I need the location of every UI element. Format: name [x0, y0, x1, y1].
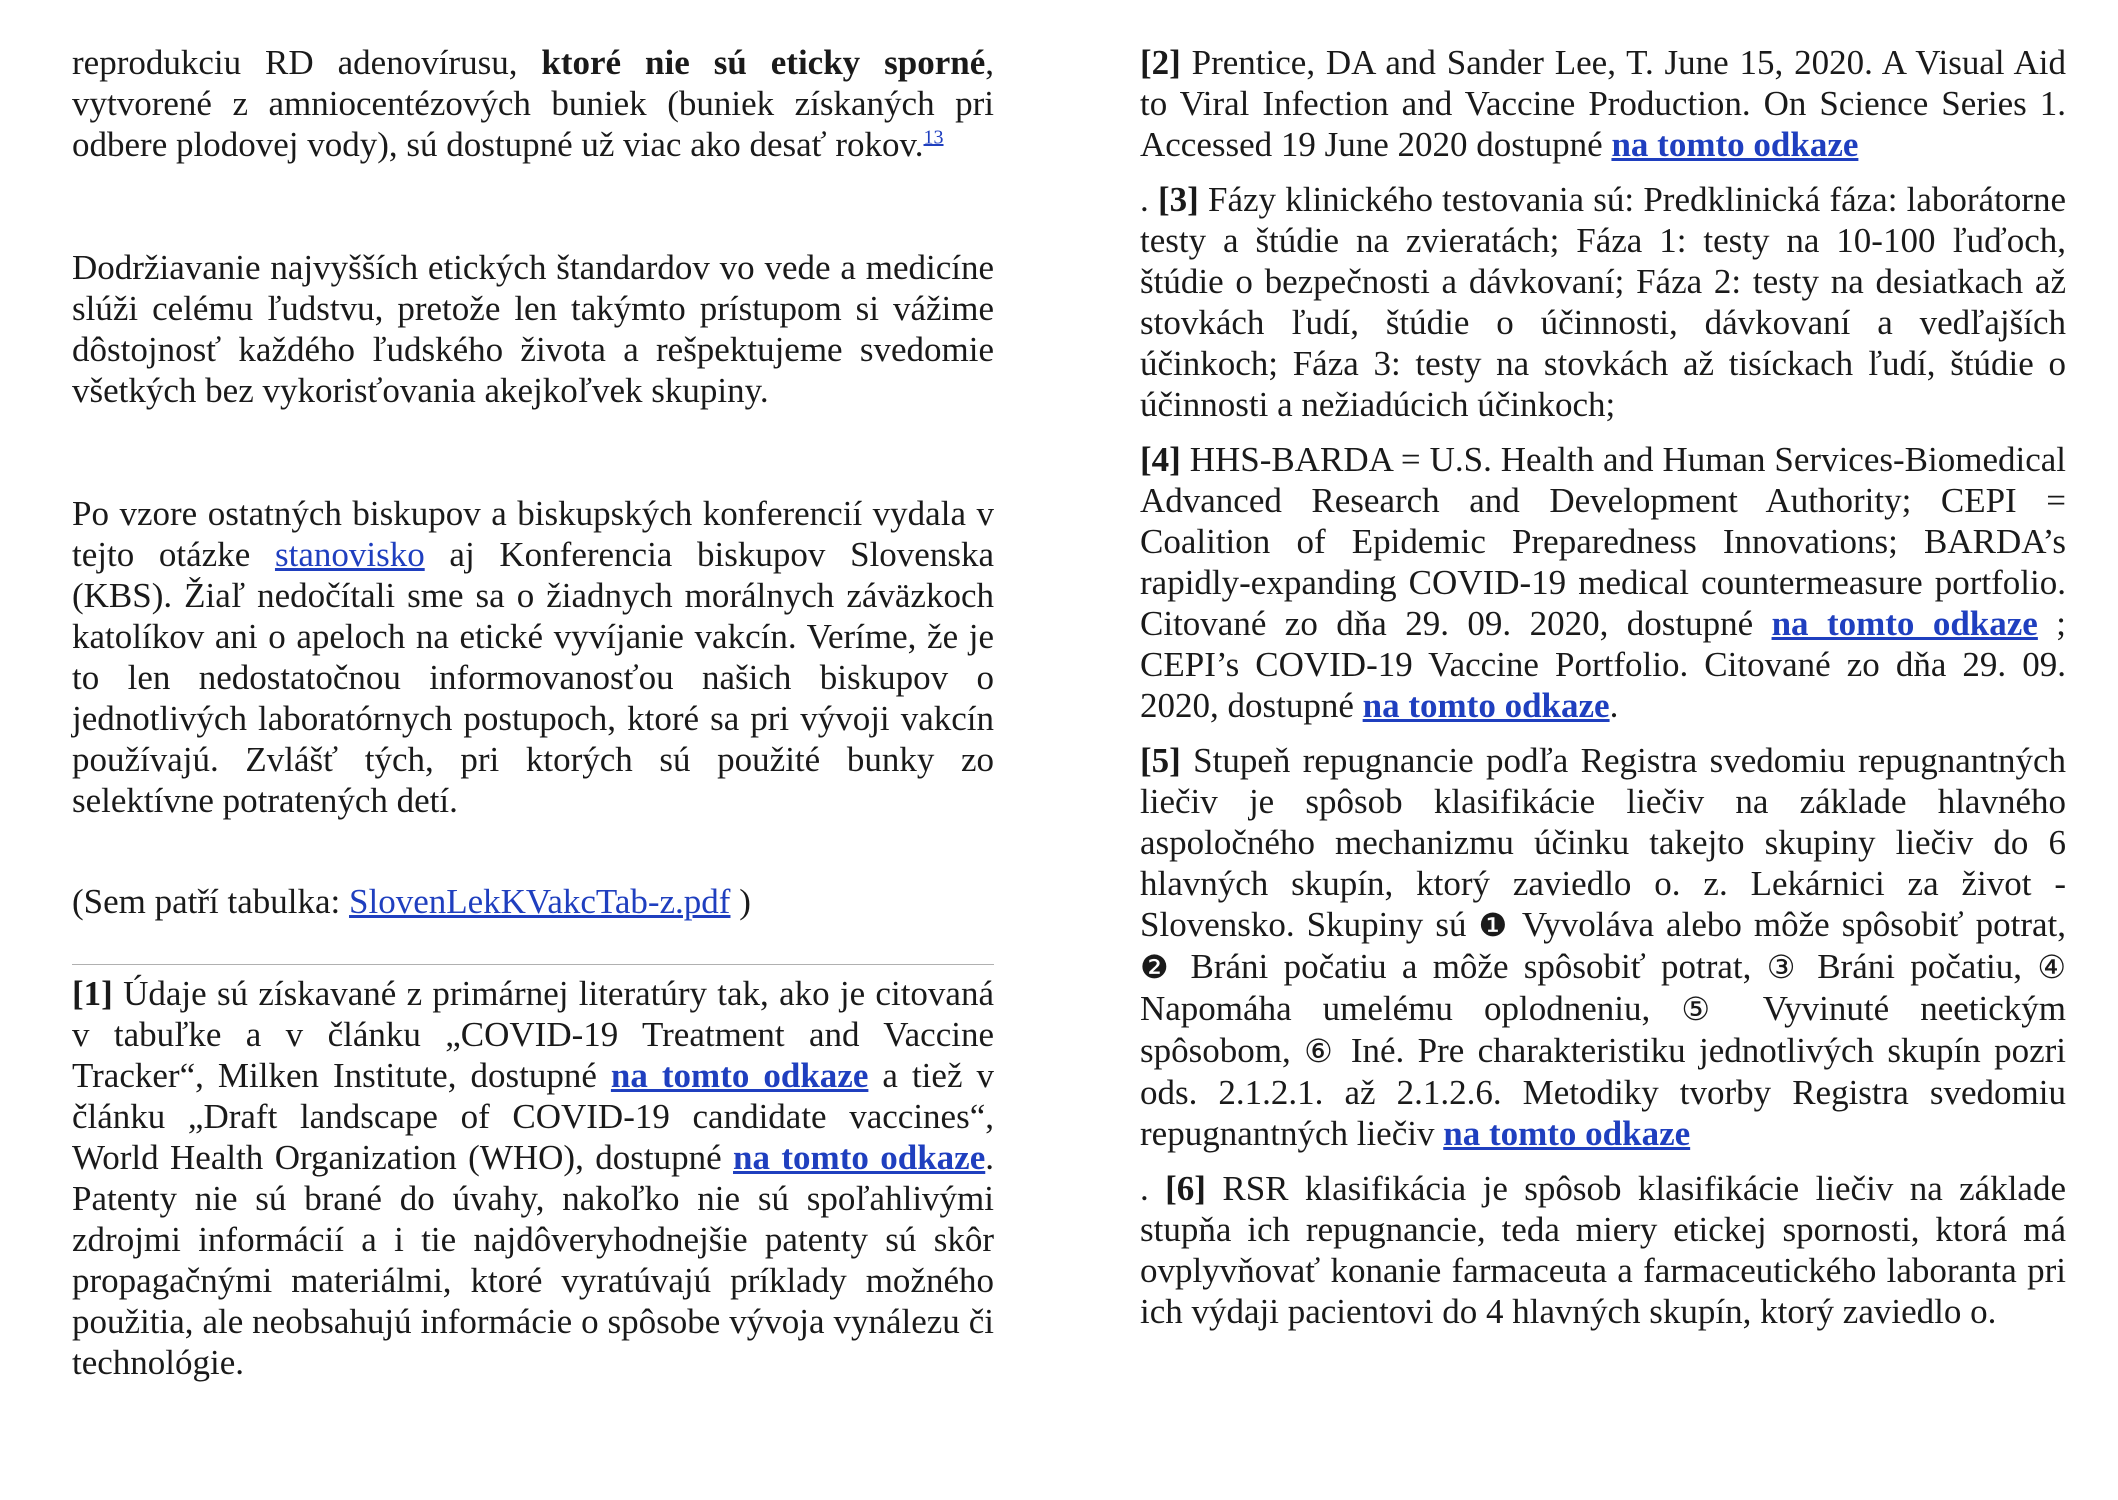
footnote-number: [2]: [1140, 43, 1181, 82]
text: Po vzore ostatných biskupov a biskupských konferencií vydala v tejto otázke: [72, 494, 994, 574]
footnote-6: [1140, 1168, 2066, 1332]
text: Vyvinuté neetickým spôsobom,: [1140, 989, 2066, 1070]
circled-two-icon: ❷: [1140, 948, 1176, 986]
circled-one-icon: ❶: [1478, 906, 1511, 944]
stanovisko-link[interactable]: stanovisko: [274, 535, 425, 574]
cepi-link[interactable]: na tomto odkaze: [1362, 686, 1610, 725]
text: Bráni počatiu,: [1801, 947, 2038, 986]
footnote-number: [5]: [1140, 741, 1181, 780]
pdf-table-link[interactable]: SlovenLekKVakcTab-z.pdf: [349, 882, 731, 921]
text: . Patenty nie sú brané do úvahy, nakoľko nie sú spoľahlivými zdrojmi informácií a i tie najdôveryhodnejšie patenty sú skôr propagačnými materiálmi, ktoré vyratúvajú príklady možného použitia, ale neobsahujú informácie o spôsobe vývoja vynálezu či technológie.: [72, 1138, 994, 1382]
circled-three-icon: ③: [1766, 948, 1802, 986]
text: Iné. Pre charakteristiku jednotlivých skupín pozri ods. 2.1.2.1. až 2.1.2.6. Metodiky tvorby Registra svedomiu repugnantných liečiv: [1140, 1031, 2067, 1153]
text: Prentice, DA and Sander Lee, T. June 15, 2020. A Visual Aid to Viral Infection and Vaccine Production. On Science Series 1. Accessed 19 June 2020 dostupné: [1140, 43, 2066, 164]
text: .: [1609, 686, 1619, 725]
footnote-3: [1140, 179, 2066, 425]
footnote-5: [1140, 740, 2066, 1154]
text: RSR klasifikácia je spôsob klasifikácie liečiv na základe stupňa ich repugnancie, teda miery etickej spornosti, ktorá má ovplyvňovať konanie farmaceuta a farmaceutického laboranta pri ich výdaji pacientovi do 4 hlavných skupín, ktorý zaviedlo o.: [1140, 1169, 2066, 1331]
text: Vyvoláva alebo môže spôsobiť potrat,: [1510, 905, 2067, 944]
text: Fázy klinického testovania sú: Predklinická fáza: laborátorne testy a štúdie na zvieratách; Fáza 1: testy na 10-100 ľuďoch, štúdie o bezpečnosti a dávkovaní; Fáza 2: testy na desiatkach až stovkách ľudí, štúdie o účinnosti, dávkovaní a vedľajších účinkoch; Fáza 3: testy na stovkách až tisíckach ľudí, štúdie o účinnosti a nežiadúcich účinkoch;: [1140, 180, 2067, 424]
footnote-1: [72, 973, 994, 1383]
text: aj Konferencia biskupov Slovenska (KBS). Žiaľ nedočítali sme sa o žiadnych morálnych záväzkoch katolíkov ani o apeloch na etické vyvíjanie vakcín. Veríme, že je to len nedostatočnou informovanosťou našich biskupov o jednotlivých laboratórnych postupoch, ktoré sa pri vývoji vakcín používajú. Zvlášť tých, pri ktorých sú použité bunky zo selektívne potratených detí.: [72, 535, 994, 820]
paragraph-bishops: [72, 493, 994, 821]
text: Napomáha umelému oplodneniu,: [1140, 989, 1682, 1028]
circled-six-icon: ⑥: [1304, 1032, 1338, 1070]
paragraph-table-note: [72, 881, 994, 922]
who-link[interactable]: na tomto odkaze: [733, 1138, 986, 1177]
footnote-divider: [72, 964, 994, 965]
text: Stupeň repugnancie podľa Registra svedomiu repugnantných liečiv je spôsob klasifikácie liečiv na základe hlavného aspoločného mechanizmu účinku takejto skupiny liečiv do 6 hlavných skupín, ktorý zaviedlo o. z. Lekárnici za život - Slovensko. Skupiny sú: [1140, 741, 2066, 944]
register-link[interactable]: na tomto odkaze: [1443, 1114, 1691, 1153]
text: ): [730, 882, 751, 921]
text: a tiež v článku „Draft landscape of COVID-19 candidate vaccines“, World Health Organization (WHO), dostupné: [72, 1056, 994, 1177]
text: , vytvorené z amniocentézových buniek (buniek získaných pri odbere plodovej vody), sú dostupné už viac ako desať rokov.: [72, 43, 994, 164]
paragraph-adenovirus: [72, 42, 994, 165]
text: Údaje sú získavané z primárnej literatúry tak, ako je citovaná v tabuľke a v článku „COVID-19 Treatment and Vaccine Tracker“, Milken Institute, dostupné: [72, 974, 994, 1095]
milken-link[interactable]: na tomto odkaze: [610, 1056, 869, 1095]
footnote-link-13[interactable]: 13: [923, 126, 944, 149]
footnote-4: [1140, 439, 2066, 726]
footnote-number: [3]: [1157, 180, 1199, 219]
text: reprodukciu RD adenovírusu,: [72, 43, 542, 82]
paragraph-ethics: Dodržiavanie najvyšších etických štandardov vo vede a medicíne slúži celému ľudstvu, pretože len takýmto prístupom si vážime dôstojnosť každého ľudského života a rešpektujeme svedomie všetkých bez vykorisťovania akejkoľvek skupiny.: [72, 248, 994, 410]
circled-four-icon: ④: [2037, 948, 2067, 986]
text: ; CEPI’s COVID-19 Vaccine Portfolio. Citované zo dňa 29. 09. 2020, dostupné: [1140, 604, 2067, 725]
text: HHS-BARDA = U.S. Health and Human Services-Biomedical Advanced Research and Development Authority; CEPI = Coalition of Epidemic Preparedness Innovations; BARDA’s rapidly-expanding COVID-19 medical countermeasure portfolio. Citované zo dňa 29. 09. 2020, dostupné: [1140, 440, 2066, 643]
text: .: [1140, 180, 1158, 219]
circled-five-icon: ⑤: [1681, 990, 1733, 1028]
text: (Sem patří tabulka:: [72, 882, 350, 921]
right-column: [1140, 42, 2066, 1346]
footnote-number: [4]: [1140, 440, 1181, 479]
prentice-link[interactable]: na tomto odkaze: [1611, 125, 1859, 164]
footnote-2: [1140, 42, 2066, 165]
left-column: [72, 42, 994, 1397]
text: .: [1140, 1169, 1166, 1208]
barda-link[interactable]: na tomto odkaze: [1771, 604, 2038, 643]
text: Bráni počatiu a môže spôsobiť potrat,: [1175, 947, 1767, 986]
footnote-number: [1]: [72, 974, 113, 1013]
bold-phrase: ktoré nie sú eticky sporné: [541, 43, 986, 82]
footnote-number: [6]: [1165, 1169, 1206, 1208]
footnote-ref[interactable]: [924, 126, 944, 148]
